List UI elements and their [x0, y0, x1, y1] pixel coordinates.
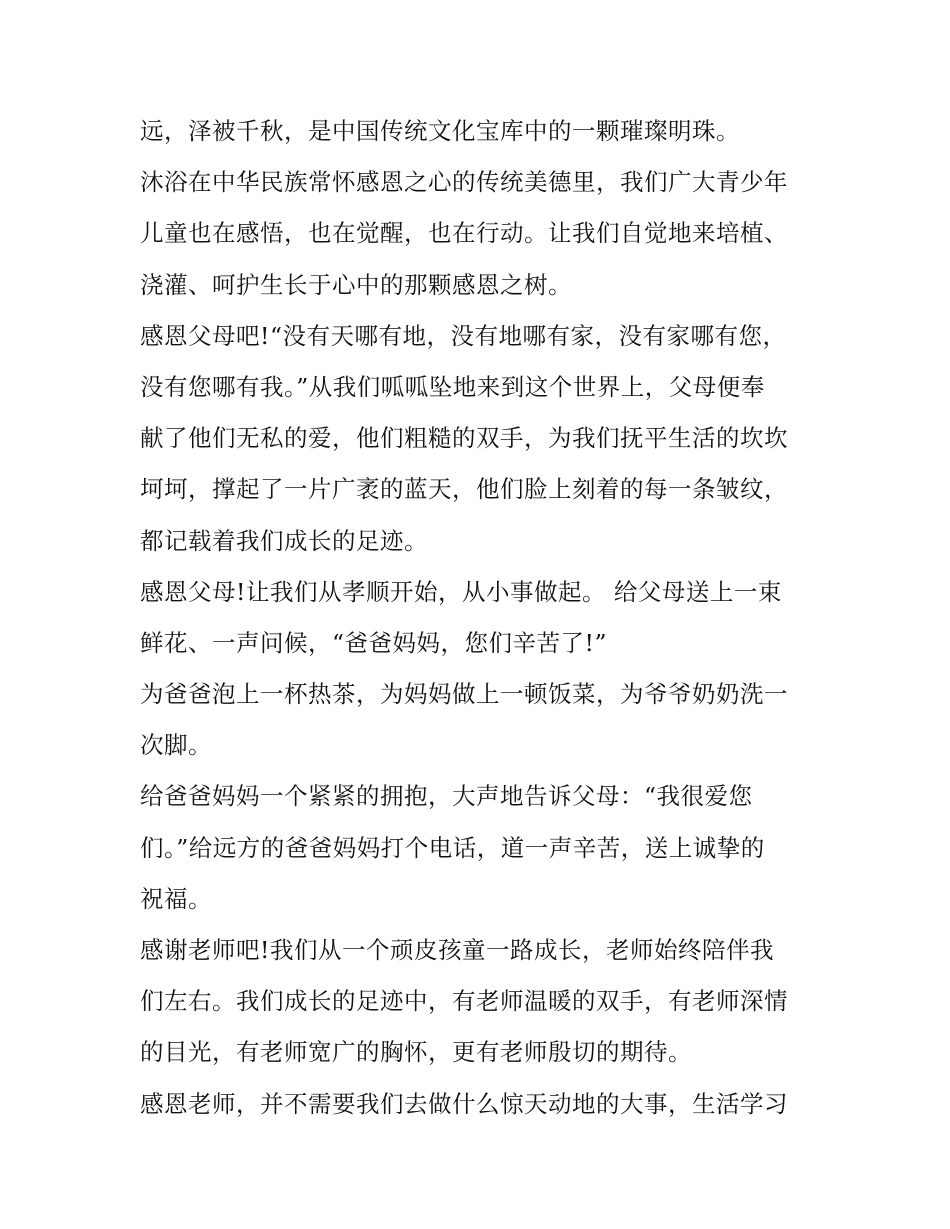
text-line: 儿童也在感悟，也在觉醒，也在行动。让我们自觉地来培植、	[140, 219, 788, 248]
text-line: 为爸爸泡上一杯热茶，为妈妈做上一顿饭菜，为爷爷奶奶洗一	[140, 680, 788, 709]
text-line: 坷坷，撑起了一片广袤的蓝天，他们脸上刻着的每一条皱纹，	[140, 475, 788, 504]
text-line: 鲜花、一声问候，“爸爸妈妈，您们辛苦了!”	[140, 628, 607, 657]
text-line: 们。”给远方的爸爸妈妈打个电话，道一声辛苦，送上诚挚的	[140, 833, 765, 862]
text-line: 感恩老师，并不需要我们去做什么惊天动地的大事，生活学习	[140, 1089, 788, 1118]
text-line: 们左右。我们成长的足迹中，有老师温暖的双手，有老师深情	[140, 987, 788, 1016]
text-line: 感恩父母吧!“没有天哪有地，没有地哪有家，没有家哪有您，	[140, 321, 787, 350]
text-line: 次脚。	[140, 731, 212, 760]
text-line: 沐浴在中华民族常怀感恩之心的传统美德里，我们广大青少年	[140, 168, 788, 197]
text-line: 远，泽被千秋，是中国传统文化宝库中的一颗璀璨明珠。	[140, 117, 740, 145]
text-line: 祝福。	[140, 884, 212, 913]
document-body	[140, 106, 820, 1130]
text-line: 没有您哪有我。”从我们呱呱坠地来到这个世界上，父母便奉	[140, 372, 765, 401]
text-line: 的目光，有老师宽广的胸怀，更有老师殷切的期待。	[140, 1038, 692, 1067]
text-line: 感谢老师吧!我们从一个顽皮孩童一路成长，老师始终陪伴我	[140, 936, 774, 964]
text-line: 感恩父母!让我们从孝顺开始，从小事做起。 给父母送上一束	[140, 577, 782, 606]
text-line: 浇灌、呵护生长于心中的那颗感恩之树。	[140, 270, 572, 299]
text-line: 献了他们无私的爱，他们粗糙的双手，为我们抚平生活的坎坎	[140, 424, 788, 453]
text-line: 都记载着我们成长的足迹。	[140, 526, 428, 555]
text-line: 给爸爸妈妈一个紧紧的拥抱，大声地告诉父母：“我很爱您	[140, 782, 753, 811]
